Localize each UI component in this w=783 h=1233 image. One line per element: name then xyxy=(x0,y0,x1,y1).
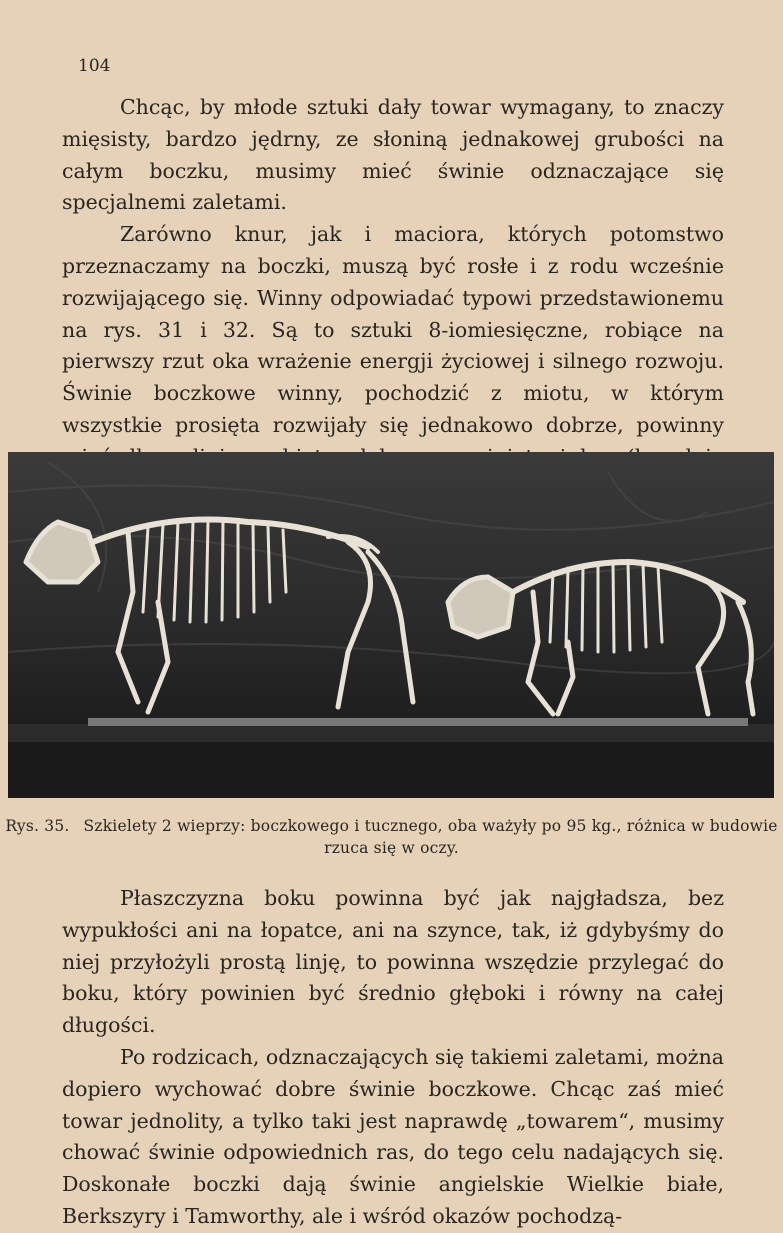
body-text-bottom xyxy=(62,883,724,1233)
paragraph: Zarówno knur, jak i maciora, których potomstwo przeznaczamy na boczki, muszą być rosłe i z rodu wcześnie rozwijającego się. Winny odpowiadać typowi przedstawionemu na rys. 31 i 32. Są to sztuki 8-iomiesięczne, robiące na pierwszy rzut oka wrażenie energji życiowej i silnego rozwoju. Świnie boczkowe winny, pochodzić z miotu, w którym wszystkie prosięta rozwijały się jednakowo dobrze, powinny xyxy=(62,222,724,437)
caption-text: Szkielety 2 wieprzy: boczkowego i tucznego, oba ważyły po 95 kg., różnica w budowie rzuca się w oczy. xyxy=(83,817,778,857)
figure-caption xyxy=(0,815,783,859)
paragraph: Po rodzicach, odznaczających się takiemi zaletami, można dopiero wychować dobre świnie boczkowe. Chcąc zaś mieć towar jednolity, a tylko taki jest naprawdę „towarem“, musimy chować świnie odpowiednich ras, do tego celu nadających się. Doskonałe boczki dają świnie angielskie Wielkie białe, Berkszyry i Tamworthy, ale i wśród okazów pochodzą- xyxy=(62,1044,724,1228)
figure-photo xyxy=(8,452,774,798)
caption-label: Rys. 35. xyxy=(5,817,70,835)
pig-skeletons-photo-icon xyxy=(8,452,774,798)
page-number: 104 xyxy=(78,56,111,76)
paragraph: Chcąc, by młode sztuki dały towar wymagany, to znaczy mięsisty, bardzo jędrny, ze słoniną jednakowej grubości na całym boczku, musimy mieć świnie odznaczające się specjalnemi zaletami. xyxy=(62,95,724,215)
paragraph: Płaszczyzna boku powinna być jak najgładsza, bez wypukłości ani na łopatce, ani na szynce, tak, iż gdybyśmy do niej przyłożyli prostą linję, to powinna wszędzie przylegać do boku, który powinien być średnio głęboki i równy na całej długości. xyxy=(62,886,724,1038)
